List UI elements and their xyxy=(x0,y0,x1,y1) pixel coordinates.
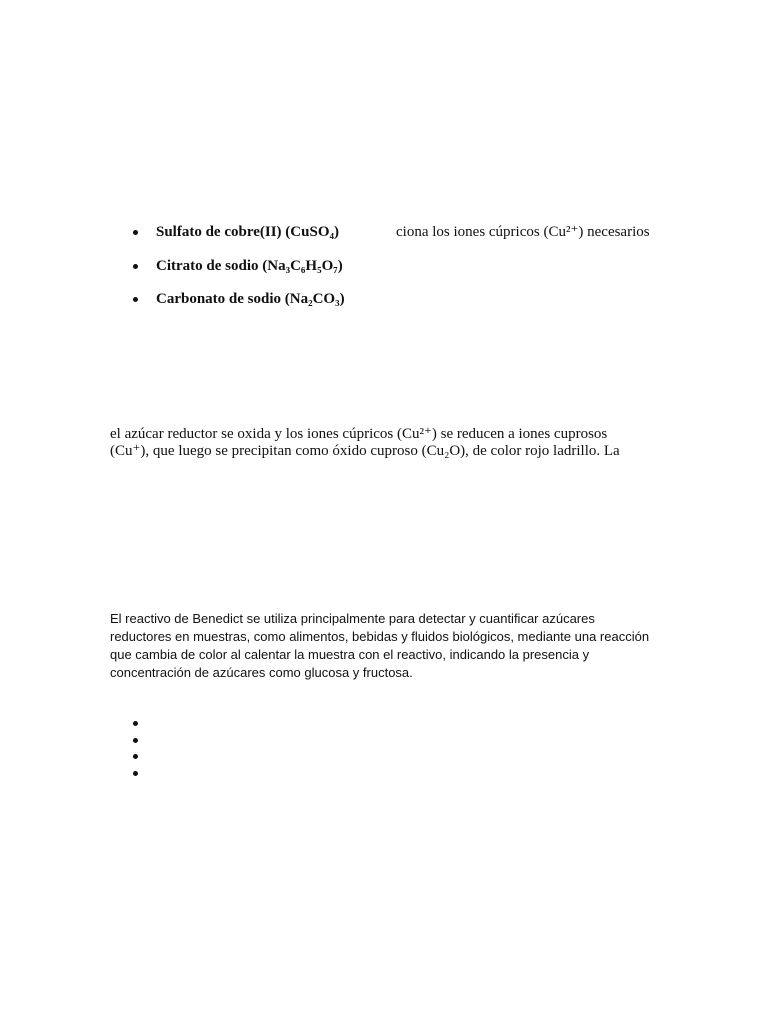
truncated-text-fragment: ciona los iones cúpricos (Cu²⁺) necesarios xyxy=(396,224,650,240)
paragraph-line: que cambia de color al calentar la muestra con el reactivo, indicando la presencia y xyxy=(110,647,590,662)
bullet-icon xyxy=(133,297,138,302)
reagent-sodium-citrate: Citrato de sodio (Na₃C₆H₅O₇) xyxy=(156,258,343,274)
paragraph-line: reductores en muestras, como alimentos, bebidas y fluidos biológicos, mediante una reacción xyxy=(110,629,650,644)
bullet-icon xyxy=(133,771,138,776)
bullet-icon xyxy=(133,721,138,726)
bullet-icon xyxy=(133,754,138,759)
bullet-icon xyxy=(133,738,138,743)
paragraph-line: (Cu⁺), que luego se precipitan como óxido cuproso (Cu₂O), de color rojo ladrillo. La xyxy=(110,443,620,459)
usage-paragraph xyxy=(110,610,670,682)
paragraph-line: El reactivo de Benedict se utiliza principalmente para detectar y cuantificar azúcares xyxy=(110,611,595,626)
reagent-copper-sulfate: Sulfato de cobre(II) (CuSO₄) xyxy=(156,224,339,240)
bullet-icon xyxy=(133,230,138,235)
reaction-paragraph xyxy=(110,426,670,460)
bullet-icon xyxy=(133,264,138,269)
reagent-sodium-carbonate: Carbonato de sodio (Na₂CO₃) xyxy=(156,291,345,307)
paragraph-line: el azúcar reductor se oxida y los iones cúpricos (Cu²⁺) se reducen a iones cuprosos xyxy=(110,426,608,442)
paragraph-line: concentración de azúcares como glucosa y fructosa. xyxy=(110,665,413,680)
